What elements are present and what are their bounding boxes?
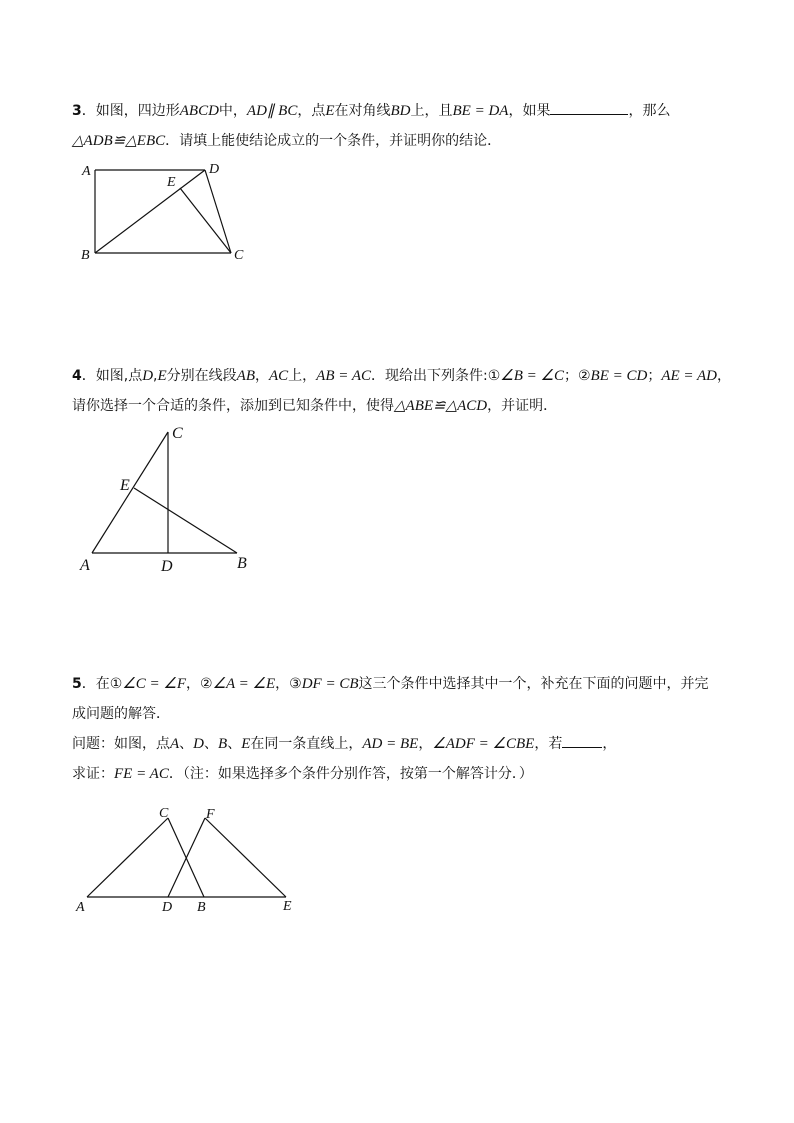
text: 、 — [227, 736, 242, 752]
text: , — [153, 368, 158, 384]
circled-number: ② — [200, 676, 213, 692]
point-label-e: E — [120, 477, 130, 494]
point-label-c: C — [172, 425, 183, 442]
circled-number: ① — [487, 368, 501, 384]
math: AD = BE — [362, 736, 419, 752]
math: △ABE≌△ACD — [394, 398, 488, 414]
text: 这三个条件中选择其中一个，补充在下面的问题中，并完 — [358, 676, 709, 692]
text: ； — [563, 368, 578, 384]
text: ，那么 — [628, 103, 671, 119]
text: ， — [275, 676, 290, 692]
point-label-f: F — [206, 807, 215, 822]
point-label-c: C — [159, 806, 169, 821]
point-label-e: E — [283, 899, 292, 914]
problem-number: 4 — [72, 368, 82, 384]
math: AC — [269, 368, 289, 384]
text: ， — [418, 736, 433, 752]
math: BE = CD — [590, 368, 648, 384]
text: ， — [255, 368, 269, 384]
math: △ADB≌△EBC — [72, 133, 166, 149]
math: DF = CB — [301, 676, 359, 692]
point-label-a: A — [76, 900, 85, 915]
circled-number: ③ — [289, 676, 302, 692]
text: ．如图,点 — [81, 368, 143, 384]
text: ．请填上能使结论成立的一个条件，并证明你的结论． — [165, 133, 502, 149]
text: ，如果 — [508, 103, 551, 119]
text: 成问题的解答． — [72, 706, 170, 722]
point-label-b: B — [237, 555, 247, 572]
math: E — [241, 736, 251, 752]
point-label-a: A — [82, 164, 91, 179]
point-label-d: D — [161, 558, 173, 575]
math: D — [142, 368, 154, 384]
text: 、 — [179, 736, 194, 752]
math: E — [325, 103, 335, 119]
text: 在对角线 — [334, 103, 391, 119]
math: FE = AC — [114, 766, 169, 782]
math: AB = AC — [316, 368, 372, 384]
math: B — [218, 736, 228, 752]
math: ∠B = ∠C — [500, 368, 564, 384]
point-label-e: E — [167, 175, 176, 190]
segment-ac — [87, 818, 168, 897]
circled-number: ① — [109, 676, 123, 692]
math: A — [170, 736, 180, 752]
text: ，若 — [534, 736, 563, 752]
math: D — [193, 736, 205, 752]
text: ．如图，四边形 — [81, 103, 180, 119]
math: ∠ADF = ∠CBE — [432, 736, 535, 752]
text: 上，且 — [410, 103, 453, 119]
point-label-b: B — [81, 248, 90, 263]
text: ，并证明． — [487, 398, 558, 414]
math: E — [157, 368, 167, 384]
math: ∠C = ∠F — [122, 676, 186, 692]
segment-fe — [205, 818, 286, 897]
math: AB — [236, 368, 255, 384]
point-label-b: B — [197, 900, 206, 915]
math: BE = DA — [452, 103, 509, 119]
math: ∠A = ∠E — [212, 676, 276, 692]
text: ， — [186, 676, 200, 692]
text: 问题：如图，点 — [72, 736, 170, 752]
text: ， — [717, 368, 732, 384]
text: ， — [602, 736, 617, 752]
text: ，点 — [297, 103, 326, 119]
problem-number: 3 — [72, 103, 82, 119]
math: AD∥ BC — [246, 103, 298, 119]
problem-number: 5 — [72, 676, 82, 692]
point-label-d: D — [162, 900, 173, 915]
text: ．在 — [81, 676, 110, 692]
point-label-a: A — [80, 557, 90, 574]
text: ．（注：如果选择多个条件分别作答，按第一个解答计分．） — [168, 766, 533, 782]
math: BD — [390, 103, 411, 119]
point-label-c: C — [234, 248, 244, 263]
text: 上， — [288, 368, 317, 384]
math: AE = AD — [661, 368, 718, 384]
circled-number: ② — [577, 368, 591, 384]
text: ．现给出下列条件: — [371, 368, 488, 384]
point-label-d: D — [209, 162, 220, 177]
text: 请你选择一个合适的条件，添加到已知条件中，使得 — [72, 398, 394, 414]
text: 、 — [204, 736, 219, 752]
text: ； — [647, 368, 662, 384]
math: ABCD — [179, 103, 219, 119]
text: 求证： — [72, 766, 114, 782]
text: 在同一条直线上， — [250, 736, 363, 752]
text: 中， — [218, 103, 247, 119]
text: 分别在线段 — [166, 368, 237, 384]
